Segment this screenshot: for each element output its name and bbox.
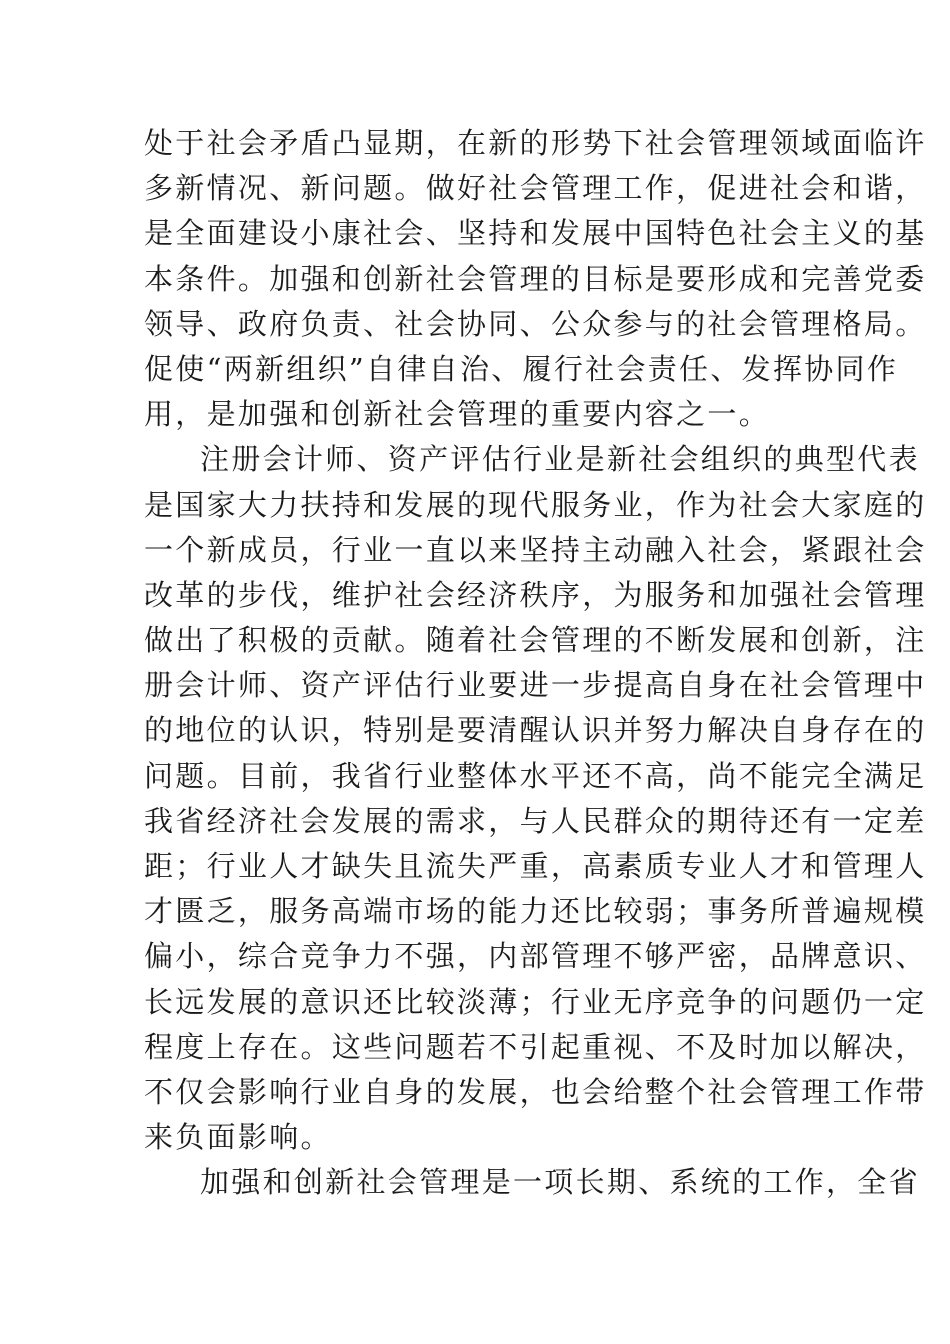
text-line: 处于社会矛盾凸显期，在新的形势下社会管理领域面临许	[144, 126, 927, 160]
text-line: 才匮乏，服务高端市场的能力还比较弱；事务所普遍规模	[144, 894, 927, 929]
text-line: 用，是加强和创新社会管理的重要内容之一。	[144, 397, 771, 432]
text-line: 册会计师、资产评估行业要进一步提高自身在社会管理中	[144, 668, 927, 703]
text-line: 本条件。加强和创新社会管理的目标是要形成和完善党委	[144, 261, 927, 296]
body-text	[144, 121, 927, 1206]
text-line: 一个新成员，行业一直以来坚持主动融入社会，紧跟社会	[144, 532, 927, 567]
text-line: 我省经济社会发展的需求，与人民群众的期待还有一定差	[144, 803, 927, 838]
text-line: 长远发展的意识还比较淡薄；行业无序竞争的问题仍一定	[144, 984, 927, 1019]
text-line: 距；行业人才缺失且流失严重，高素质专业人才和管理人	[144, 849, 927, 883]
text-line: 是全面建设小康社会、坚持和发展中国特色社会主义的基	[144, 216, 927, 251]
text-line: 改革的步伐，维护社会经济秩序，为服务和加强社会管理	[144, 577, 927, 612]
text-line: 偏小，综合竞争力不强，内部管理不够严密，品牌意识、	[144, 939, 927, 974]
paragraph-start-line: 注册会计师、资产评估行业是新社会组织的典型代表	[200, 442, 920, 477]
text-line: 多新情况、新问题。做好社会管理工作，促进社会和谐，	[144, 171, 927, 206]
text-line: 来负面影响。	[144, 1120, 332, 1155]
text-line: 促使“两新组织”自律自治、履行社会责任、发挥协同作	[144, 351, 899, 386]
text-line: 程度上存在。这些问题若不引起重视、不及时加以解决，	[144, 1029, 927, 1064]
text-line: 领导、政府负责、社会协同、公众参与的社会管理格局。	[144, 306, 927, 341]
text-line: 做出了积极的贡献。随着社会管理的不断发展和创新，注	[144, 623, 927, 658]
text-line: 的地位的认识，特别是要清醒认识并努力解决自身存在的	[144, 713, 927, 748]
text-line: 不仅会影响行业自身的发展，也会给整个社会管理工作带	[144, 1074, 927, 1109]
text-line: 问题。目前，我省行业整体水平还不高，尚不能完全满足	[144, 758, 927, 793]
text-line: 是国家大力扶持和发展的现代服务业，作为社会大家庭的	[144, 487, 927, 522]
paragraph-start-line: 加强和创新社会管理是一项长期、系统的工作，全省	[200, 1165, 920, 1200]
